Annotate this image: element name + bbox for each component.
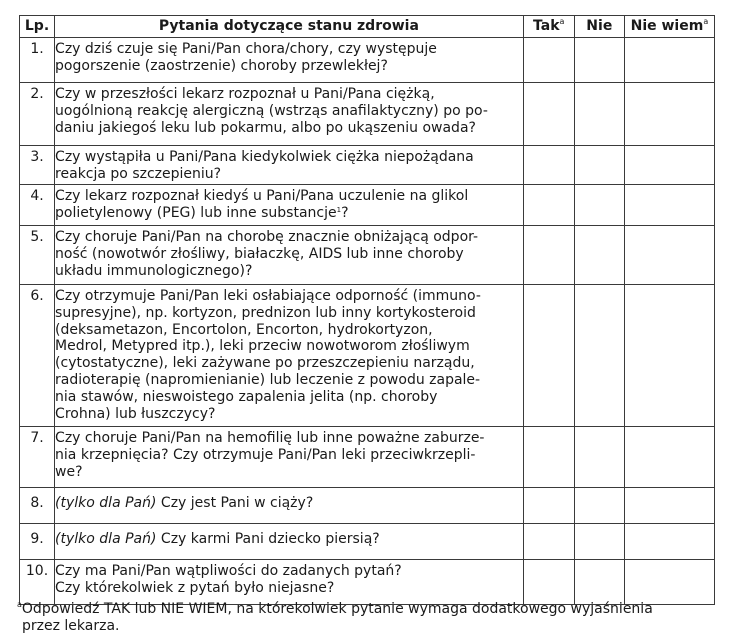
question-number: 1.	[20, 38, 55, 83]
question-line	[55, 288, 523, 305]
table-row	[20, 83, 715, 146]
question-line	[55, 305, 523, 322]
question-text	[55, 488, 524, 524]
question-italic-prefix: (tylko dla Pań)	[55, 531, 157, 547]
answer-cell-nie-wiem[interactable]	[624, 488, 714, 524]
answer-cell-nie[interactable]	[574, 185, 624, 226]
footnote-reference-mark: 1	[336, 205, 342, 214]
answer-cell-nie[interactable]	[574, 146, 624, 185]
header-tak-footnote-mark: a	[559, 17, 565, 27]
answer-cell-tak[interactable]	[523, 146, 574, 185]
answer-cell-nie-wiem[interactable]	[624, 83, 714, 146]
question-number: 5.	[20, 226, 55, 285]
questions-body	[20, 38, 715, 605]
table-row	[20, 285, 715, 427]
answer-cell-tak[interactable]	[523, 185, 574, 226]
question-line	[55, 430, 523, 447]
question-number: 3.	[20, 146, 55, 185]
answer-cell-nie-wiem[interactable]	[624, 185, 714, 226]
header-lp-label: Lp.	[24, 18, 50, 35]
header-lp	[20, 16, 55, 38]
health-questionnaire-table	[19, 15, 715, 605]
question-line	[55, 263, 523, 280]
question-line	[55, 149, 523, 166]
question-line	[55, 120, 523, 137]
question-line-text: Czy którekolwiek z pytań było niejasne?	[55, 579, 335, 596]
question-line-text: Czy karmi Pani dziecko piersią?	[156, 531, 380, 547]
answer-cell-nie[interactable]	[574, 488, 624, 524]
question-line-text: Czy lekarz rozpoznał kiedyś u Pani/Pana uczulenie na glikol	[55, 188, 469, 204]
question-line	[55, 322, 523, 339]
question-line-text: nia krzepnięcia? Czy otrzymuje Pani/Pan leki przeciwkrzepli-	[55, 446, 476, 463]
question-line-tail: ?	[341, 204, 349, 221]
question-number: 6.	[20, 285, 55, 427]
answer-cell-nie-wiem[interactable]	[624, 146, 714, 185]
answer-cell-nie-wiem[interactable]	[624, 524, 714, 560]
header-nie-wiem-footnote-mark: a	[703, 17, 709, 27]
question-line	[55, 205, 523, 222]
answer-cell-tak[interactable]	[523, 83, 574, 146]
question-text	[55, 185, 524, 226]
question-text	[55, 560, 524, 605]
answer-cell-nie-wiem[interactable]	[624, 560, 714, 605]
table-row	[20, 524, 715, 560]
table-row	[20, 226, 715, 285]
table-row	[20, 185, 715, 226]
question-line	[55, 447, 523, 464]
table-row	[20, 427, 715, 488]
answer-cell-nie-wiem[interactable]	[624, 38, 714, 83]
question-line-text: nia stawów, nieswoistego zapalenia jelita (np. choroby	[55, 388, 438, 405]
question-line	[55, 103, 523, 120]
table-row	[20, 38, 715, 83]
question-line	[55, 372, 523, 389]
question-line-text: układu immunologicznego)?	[55, 262, 253, 279]
answer-cell-nie[interactable]	[574, 38, 624, 83]
question-text	[55, 427, 524, 488]
question-line	[55, 495, 523, 512]
question-text	[55, 146, 524, 185]
question-text	[55, 524, 524, 560]
question-line-text: Czy choruje Pani/Pan na hemofilię lub inne poważne zaburze-	[55, 430, 485, 446]
question-text	[55, 83, 524, 146]
question-number: 4.	[20, 185, 55, 226]
question-line-text: supresyjne), np. kortyzon, prednizon lub inny kortykosteroid	[55, 304, 476, 321]
question-line-text: we?	[55, 463, 83, 480]
question-line-text: reakcja po szczepieniu?	[55, 165, 222, 182]
question-line	[55, 389, 523, 406]
question-line	[55, 355, 523, 372]
answer-cell-nie-wiem[interactable]	[624, 285, 714, 427]
question-line-text: Czy otrzymuje Pani/Pan leki osłabiające odporność (immuno-	[55, 288, 481, 304]
answer-cell-tak[interactable]	[523, 285, 574, 427]
table-row	[20, 560, 715, 605]
header-question-label: Pytania dotyczące stanu zdrowia	[158, 18, 419, 35]
table-header-row	[20, 16, 715, 38]
question-italic-prefix: (tylko dla Pań)	[55, 495, 157, 511]
question-number: 10.	[20, 560, 55, 605]
question-line-text: polietylenowy (PEG) lub inne substancje	[55, 204, 337, 221]
question-line-text: uogólnioną reakcję alergiczną (wstrząs anafilaktyczny) po po-	[55, 102, 488, 119]
header-question	[55, 16, 524, 38]
footnote	[17, 601, 717, 635]
answer-cell-tak[interactable]	[523, 488, 574, 524]
question-line	[55, 41, 523, 58]
answer-cell-nie[interactable]	[574, 285, 624, 427]
table-row	[20, 146, 715, 185]
answer-cell-nie[interactable]	[574, 226, 624, 285]
header-tak	[523, 16, 574, 38]
question-number: 7.	[20, 427, 55, 488]
question-line-text: Czy choruje Pani/Pan na chorobę znacznie obniżającą odpor-	[55, 229, 479, 245]
question-text	[55, 226, 524, 285]
question-line	[55, 229, 523, 246]
question-line	[55, 531, 523, 548]
question-line-text: Czy wystąpiła u Pani/Pana kiedykolwiek ciężka niepożądana	[55, 149, 474, 165]
answer-cell-tak[interactable]	[523, 38, 574, 83]
question-line	[55, 246, 523, 263]
question-line-text: Czy ma Pani/Pan wątpliwości do zadanych pytań?	[55, 563, 402, 579]
question-line-text: ność (nowotwór złośliwy, białaczkę, AIDS lub inne choroby	[55, 245, 464, 262]
footnote-mark: a	[17, 600, 22, 609]
answer-cell-nie-wiem[interactable]	[624, 427, 714, 488]
question-line	[55, 338, 523, 355]
header-nie-wiem	[624, 16, 714, 38]
answer-cell-tak[interactable]	[523, 560, 574, 605]
footnote-line-2: przez lekarza.	[22, 618, 120, 634]
question-line-text: Czy dziś czuje się Pani/Pan chora/chory, czy występuje	[55, 41, 437, 57]
question-line-text: Crohna) lub łuszczycy?	[55, 405, 216, 422]
question-line-text: Czy w przeszłości lekarz rozpoznał u Pani/Pana ciężką,	[55, 86, 435, 102]
header-tak-label: Tak	[533, 18, 560, 35]
question-line-text: pogorszenie (zaostrzenie) choroby przewlekłej?	[55, 57, 388, 74]
question-line-text: radioterapię (napromienianie) lub leczenie z powodu zapale-	[55, 371, 481, 388]
question-number: 9.	[20, 524, 55, 560]
header-nie-label: Nie	[586, 18, 613, 35]
question-line	[55, 580, 523, 597]
question-number: 8.	[20, 488, 55, 524]
question-line	[55, 188, 523, 205]
question-text	[55, 38, 524, 83]
header-nie-wiem-label: Nie wiem	[630, 18, 704, 35]
question-line-text: Czy jest Pani w ciąży?	[156, 495, 314, 511]
answer-cell-nie-wiem[interactable]	[624, 226, 714, 285]
question-line-text: daniu jakiegoś leku lub pokarmu, albo po ukąszeniu owada?	[55, 119, 476, 136]
question-line	[55, 464, 523, 481]
question-line-text: Medrol, Metypred itp.), leki przeciw nowotworom złośliwym	[55, 338, 470, 355]
question-line	[55, 563, 523, 580]
answer-cell-nie[interactable]	[574, 560, 624, 605]
question-line	[55, 166, 523, 183]
answer-cell-nie[interactable]	[574, 524, 624, 560]
question-number: 2.	[20, 83, 55, 146]
header-nie	[574, 16, 624, 38]
answer-cell-tak[interactable]	[523, 226, 574, 285]
question-text	[55, 285, 524, 427]
answer-cell-nie[interactable]	[574, 83, 624, 146]
question-line-text: (cytostatyczne), leki zażywane po przeszczepieniu narządu,	[55, 355, 475, 372]
question-line	[55, 86, 523, 103]
question-line	[55, 406, 523, 423]
answer-cell-nie[interactable]	[574, 427, 624, 488]
question-line	[55, 58, 523, 75]
answer-cell-tak[interactable]	[523, 427, 574, 488]
question-line-text: (deksametazon, Encortolon, Encorton, hydrokortyzon,	[55, 321, 433, 338]
answer-cell-tak[interactable]	[523, 524, 574, 560]
footnote-line-1: Odpowiedź TAK lub NIE WIEM, na którekolwiek pytanie wymaga dodatkowego wyjaśnienia	[21, 601, 653, 617]
table-row	[20, 488, 715, 524]
